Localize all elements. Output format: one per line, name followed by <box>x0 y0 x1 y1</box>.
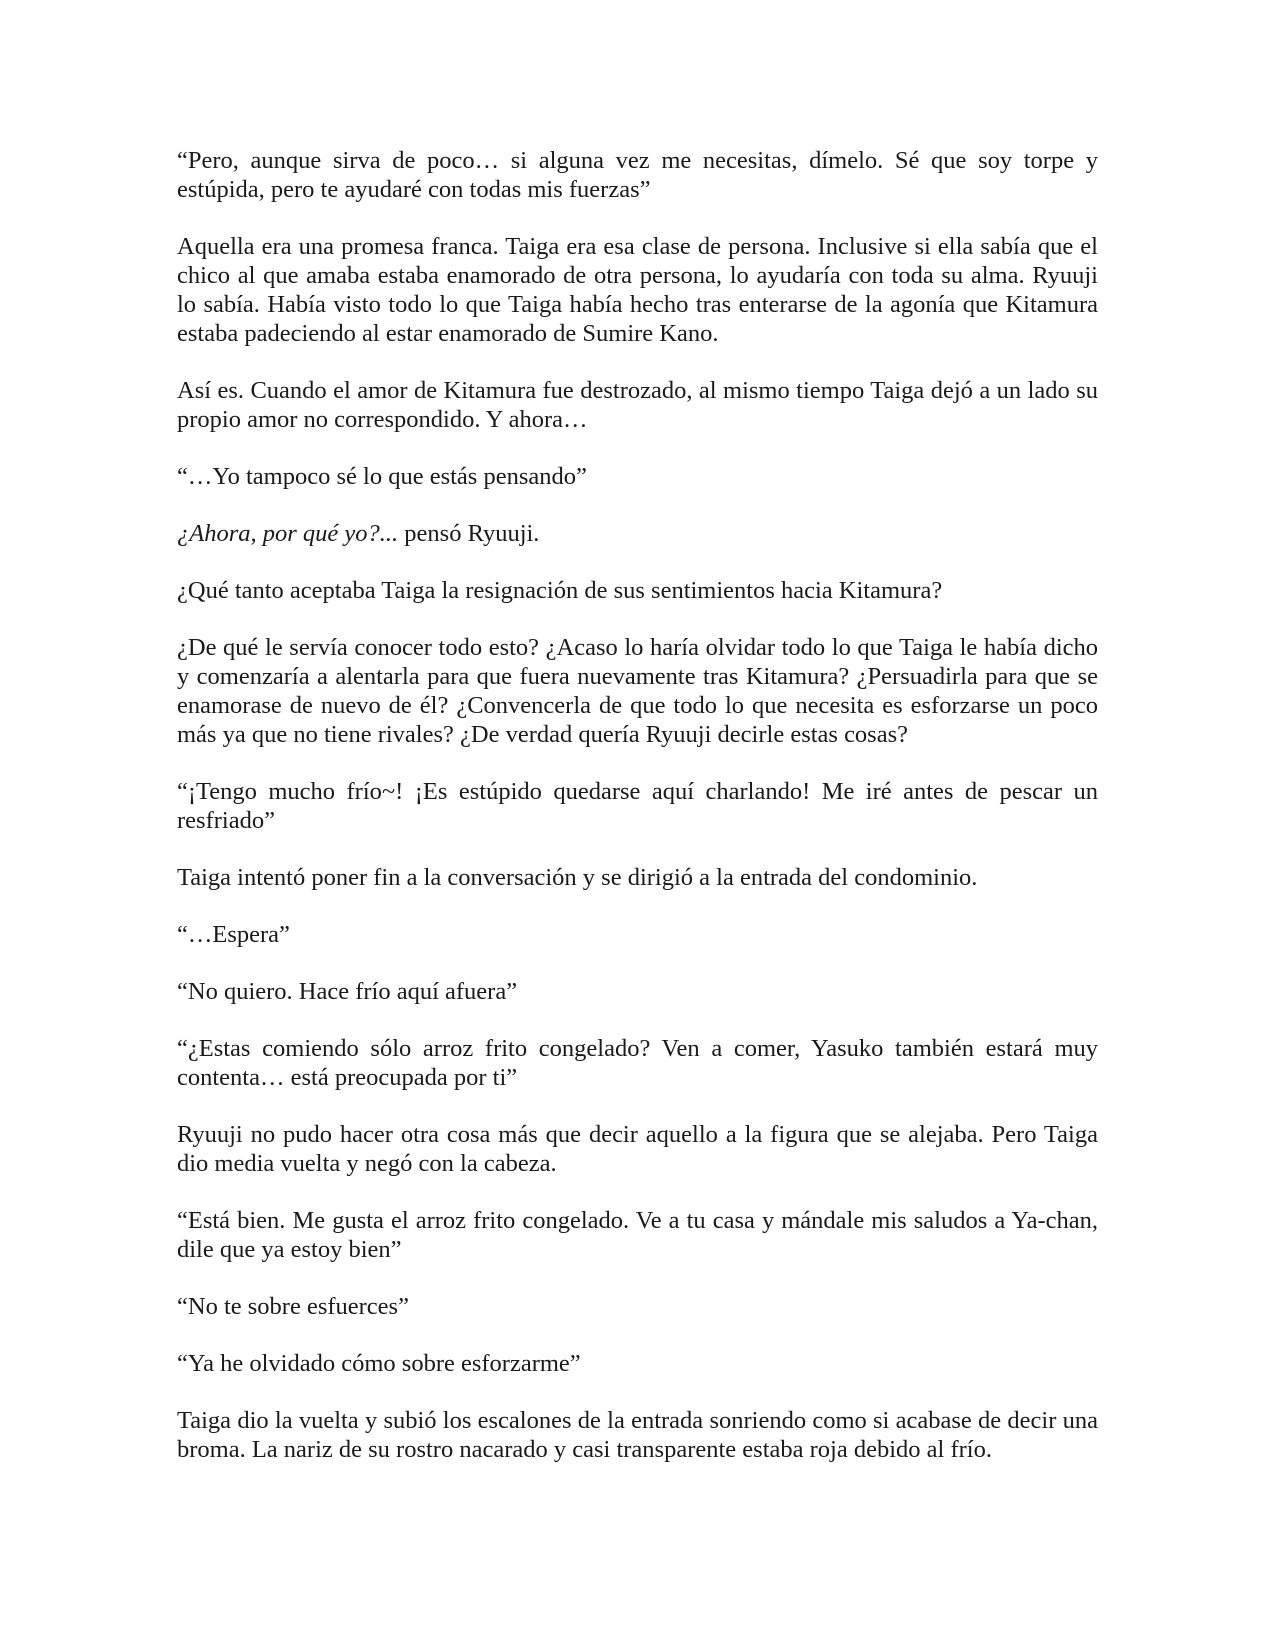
paragraph: “…Espera” <box>177 921 290 948</box>
paragraph: Ryuuji no pudo hacer otra cosa más que decir aquello a la figura que se alejaba. Pero Taiga dio media vuelta y negó con la cabeza. <box>177 1121 1098 1177</box>
thought-rest: pensó Ryuuji. <box>398 520 540 547</box>
paragraph: ¿Qué tanto aceptaba Taiga la resignación de sus sentimientos hacia Kitamura? <box>177 577 943 604</box>
paragraph: “Pero, aunque sirva de poco… si alguna vez me necesitas, dímelo. Sé que soy torpe y estúpida, pero te ayudaré con todas mis fuerzas” <box>177 147 1098 203</box>
paragraph: “…Yo tampoco sé lo que estás pensando” <box>177 463 587 490</box>
thought-paragraph <box>177 519 1098 548</box>
paragraph: “Está bien. Me gusta el arroz frito congelado. Ve a tu casa y mándale mis saludos a Ya-chan, dile que ya estoy bien” <box>177 1207 1098 1263</box>
paragraph: “Ya he olvidado cómo sobre esforzarme” <box>177 1350 581 1377</box>
paragraph: Aquella era una promesa franca. Taiga era esa clase de persona. Inclusive si ella sabía que el chico al que amaba estaba enamorado de otra persona, lo ayudaría con toda su alma. Ryuuji lo sabía. Había visto todo lo que Taiga había hecho tras enterarse de la agonía que Kitamura estaba padeciendo al estar enamorado de Sumire Kano. <box>177 233 1098 347</box>
paragraph: “No quiero. Hace frío aquí afuera” <box>177 978 518 1005</box>
paragraph: “¿Estas comiendo sólo arroz frito congelado? Ven a comer, Yasuko también estará muy contenta… está preocupada por ti” <box>177 1035 1098 1091</box>
paragraph: “No te sobre esfuerces” <box>177 1293 409 1320</box>
body-text <box>177 146 1098 1492</box>
paragraph: ¿De qué le servía conocer todo esto? ¿Acaso lo haría olvidar todo lo que Taiga le había dicho y comenzaría a alentarla para que fuera nuevamente tras Kitamura? ¿Persuadirla para que se enamorase de nuevo de él? ¿Convencerla de que todo lo que necesita es esforzarse un poco más ya que no tiene rivales? ¿De verdad quería Ryuuji decirle estas cosas? <box>177 634 1098 748</box>
paragraph: Así es. Cuando el amor de Kitamura fue destrozado, al mismo tiempo Taiga dejó a un lado su propio amor no correspondido. Y ahora… <box>177 377 1098 433</box>
paragraph: Taiga intentó poner fin a la conversación y se dirigió a la entrada del condominio. <box>177 864 978 891</box>
paragraph: Taiga dio la vuelta y subió los escalones de la entrada sonriendo como si acabase de decir una broma. La nariz de su rostro nacarado y casi transparente estaba roja debido al frío. <box>177 1407 1098 1463</box>
paragraph: “¡Tengo mucho frío~! ¡Es estúpido quedarse aquí charlando! Me iré antes de pescar un resfriado” <box>177 778 1098 834</box>
thought-italic: ¿Ahora, por qué yo?... <box>177 520 399 547</box>
